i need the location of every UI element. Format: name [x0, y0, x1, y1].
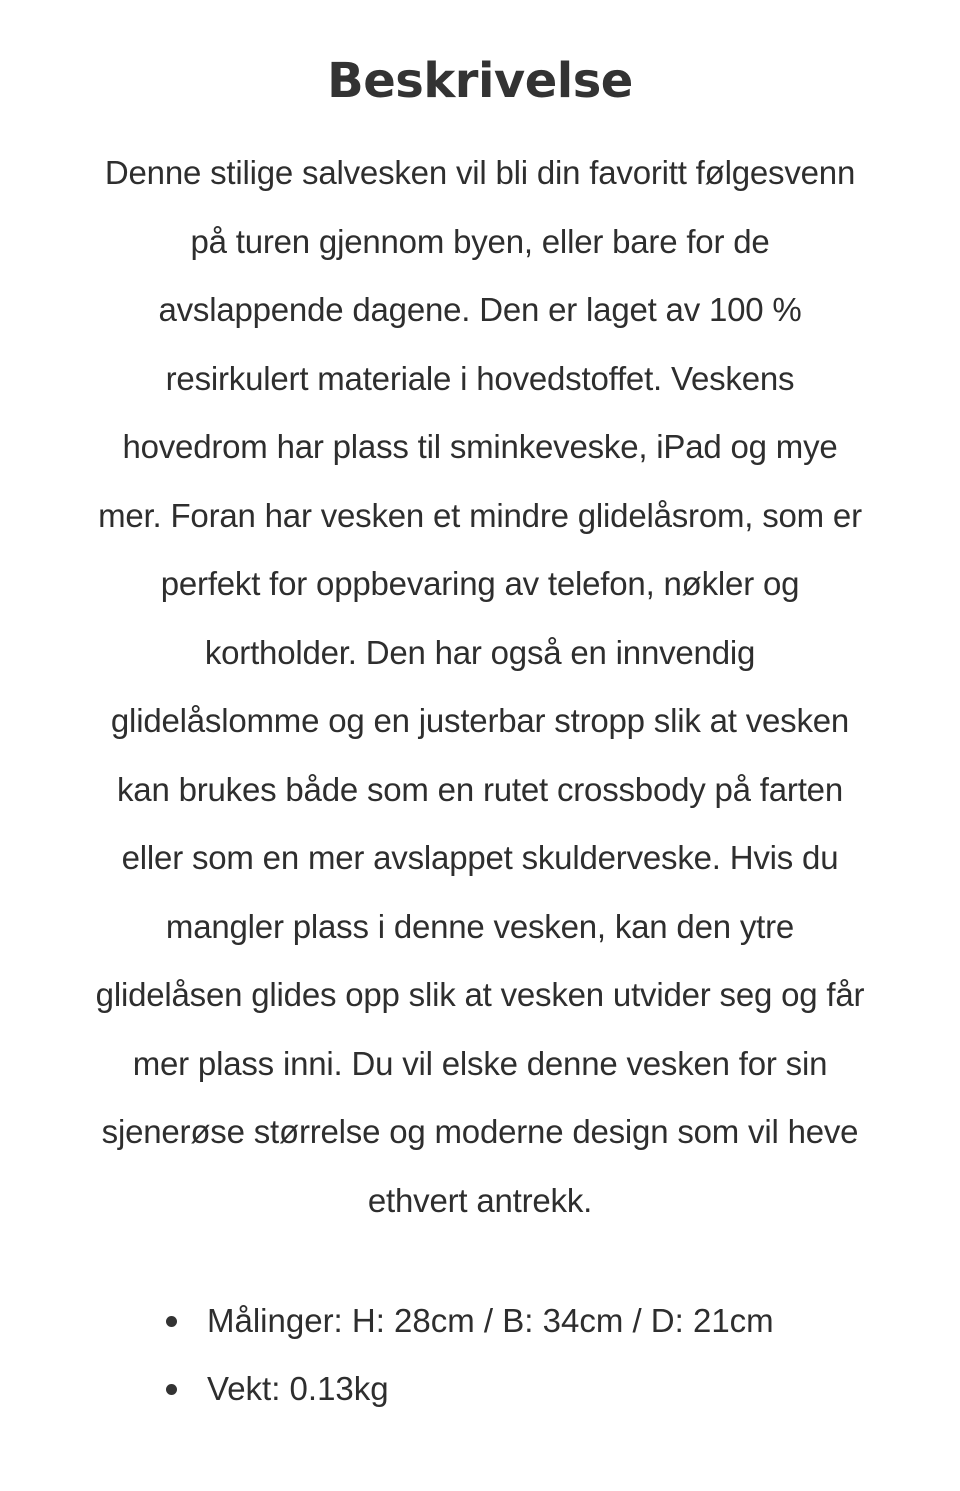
description-line: kan brukes både som en rutet crossbody på farten: [117, 770, 843, 808]
description-line: sjenerøse størrelse og moderne design som vil heve: [101, 1113, 859, 1150]
spec-item-measurements: [0, 1287, 960, 1355]
description-line: perfekt for oppbevaring av telefon, nøkler og: [160, 565, 800, 602]
description-line: mer. Foran har vesken et mindre glidelåsrom, som er: [98, 496, 862, 534]
description-line: ethvert antrekk.: [367, 1181, 593, 1219]
description-line: mer plass inni. Du vil elske denne vesken for sin: [132, 1044, 828, 1082]
section-title: Beskrivelse: [327, 53, 633, 109]
description-line: på turen gjennom byen, eller bare for de: [190, 222, 770, 260]
description-line: mangler plass i denne vesken, kan den ytre: [165, 907, 795, 945]
bullet-icon: [166, 1316, 177, 1327]
description-line: glidelåsen glides opp slik at vesken utvider seg og får: [95, 976, 865, 1013]
bullet-icon: [166, 1384, 177, 1395]
description-line: resirkulert materiale i hovedstoffet. Veskens: [165, 359, 795, 397]
description-line: glidelåslomme og en justerbar stropp slik at vesken: [110, 702, 850, 739]
spec-label: Vekt: 0.13kg: [207, 1370, 389, 1407]
description-line: hovedrom har plass til sminkeveske, iPad og mye: [122, 428, 838, 465]
spec-item-weight: [0, 1355, 960, 1423]
description-paragraph: [0, 139, 960, 1235]
description-line: kortholder. Den har også en innvendig: [204, 633, 756, 671]
description-line: eller som en mer avslappet skulderveske. Hvis du: [121, 839, 839, 876]
product-specs-list: [0, 1287, 960, 1423]
spec-label: Målinger: H: 28cm / B: 34cm / D: 21cm: [207, 1302, 774, 1339]
description-line: Denne stilige salvesken vil bli din favoritt følgesvenn: [104, 154, 856, 191]
description-line: avslappende dagene. Den er laget av 100 %: [158, 291, 802, 328]
